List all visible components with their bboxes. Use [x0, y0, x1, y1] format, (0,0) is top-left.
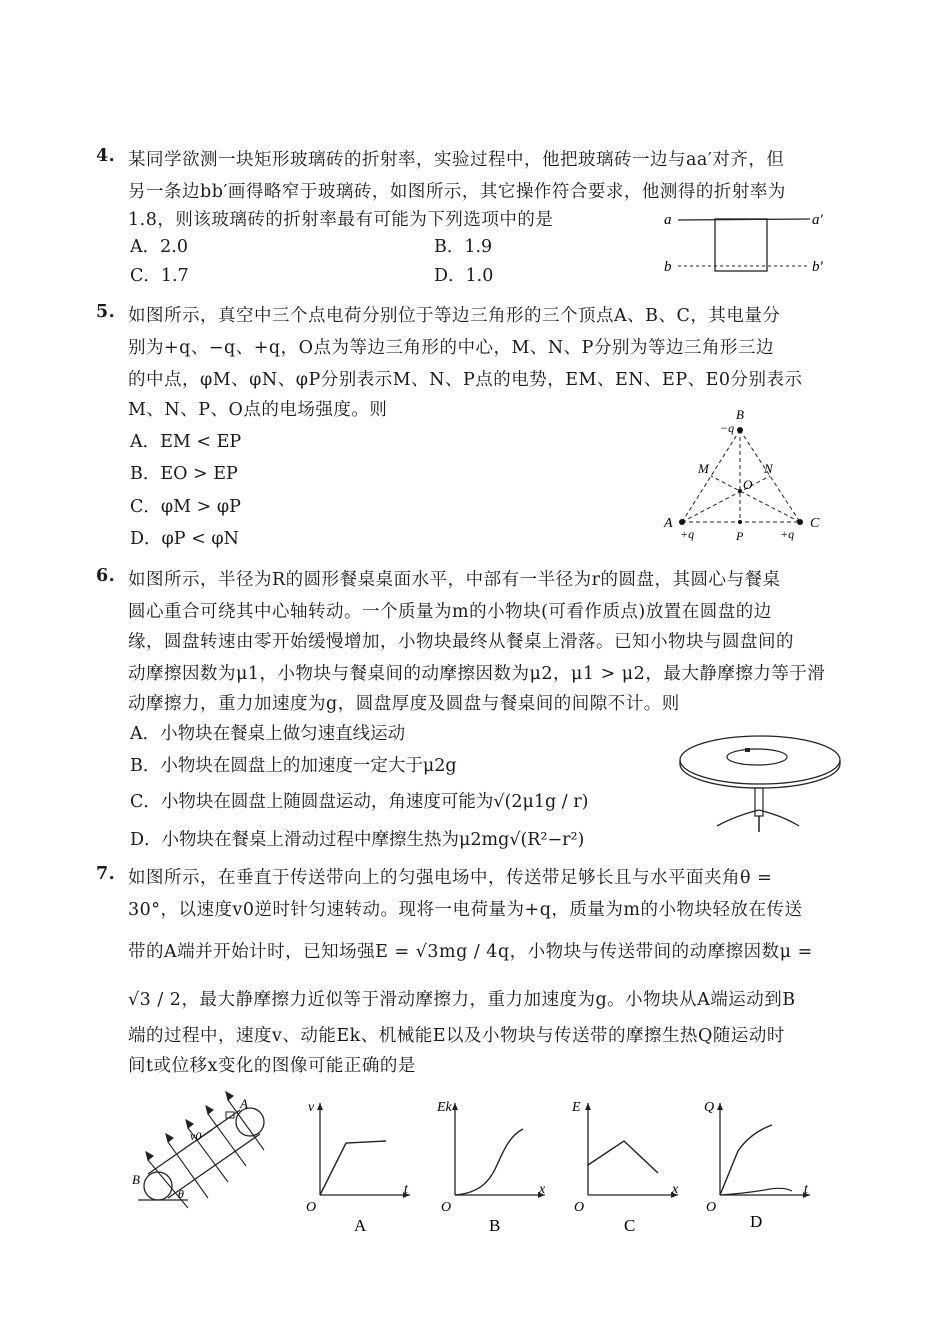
- q5-line-1: 如图所示，真空中三个点电荷分别位于等边三角形的三个顶点A、B、C，其电量分: [128, 306, 781, 326]
- q6-option-a[interactable]: A．小物块在餐桌上做匀速直线运动: [130, 724, 406, 744]
- graph-d-ylabel: Q: [704, 1100, 715, 1115]
- q6-line-4: 动摩擦因数为μ1，小物块与餐桌间的动摩擦因数为μ2，μ1 > μ2，最大静摩擦力等于滑: [128, 664, 826, 684]
- label-plus-q-left: +q: [680, 527, 695, 541]
- q7-number: 7.: [96, 864, 116, 884]
- graph-a: [300, 1095, 420, 1235]
- q5-line-3: 的中点，φM、φN、φP分别表示M、N、P点的电势，EM、EN、EP、E0分别表示: [128, 370, 803, 390]
- graph-b-origin: O: [441, 1200, 452, 1215]
- label-N: N: [764, 461, 773, 476]
- label-P: P: [736, 529, 744, 543]
- label-minus-q: −q: [720, 421, 735, 435]
- q4-option-a[interactable]: A．2.0: [130, 237, 188, 257]
- q6-option-b[interactable]: B．小物块在圆盘上的加速度一定大于μ2g: [130, 756, 457, 776]
- label-b: b: [664, 259, 672, 275]
- graph-b-xlabel: x: [539, 1182, 546, 1197]
- graph-d-xlabel: t: [804, 1182, 808, 1197]
- q6-line-3: 缘，圆盘转速由零开始缓慢增加，小物块最终从餐桌上滑落。已知小物块与圆盘间的: [128, 632, 794, 652]
- q5-line-4: M、N、P、O点的电场强度。则: [128, 400, 388, 420]
- graph-c-label[interactable]: C: [624, 1216, 636, 1235]
- label-plus-q-right: +q: [780, 527, 795, 541]
- belt-label-theta: θ: [178, 1187, 184, 1201]
- conveyor-belt-figure: [128, 1090, 288, 1220]
- q6-option-c[interactable]: C．小物块在圆盘上随圆盘运动，角速度可能为√(2μ1g / r): [130, 792, 589, 812]
- label-a: a: [664, 212, 672, 228]
- q5-option-a[interactable]: A．EM < EP: [130, 432, 242, 452]
- q6-number: 6.: [96, 566, 116, 586]
- q7-line-1: 如图所示，在垂直于传送带向上的匀强电场中，传送带足够长且与水平面夹角θ =: [128, 868, 773, 888]
- q4-line-2: 另一条边bb′画得略窄于玻璃砖，如图所示，其它操作符合要求，他测得的折射率为: [128, 182, 786, 202]
- q5-line-2: 别为+q、−q、+q，O点为等边三角形的中心，M、N、P分别为等边三角形三边: [128, 338, 774, 358]
- label-B: B: [736, 407, 744, 422]
- q4-option-d[interactable]: D．1.0: [434, 266, 494, 286]
- graph-b-ylabel: Ek: [437, 1100, 452, 1115]
- label-C: C: [810, 516, 820, 531]
- q6-option-d[interactable]: D．小物块在餐桌上滑动过程中摩擦生热为μ2mg√(R²−r²): [130, 830, 585, 850]
- q7-line-6: 间t或位移x变化的图像可能正确的是: [128, 1056, 416, 1076]
- graph-c-origin: O: [574, 1200, 585, 1215]
- q4-option-b[interactable]: B．1.9: [434, 237, 493, 257]
- q4-option-c[interactable]: C．1.7: [130, 266, 189, 286]
- q5-option-b[interactable]: B．EO > EP: [130, 464, 238, 484]
- graph-d: [700, 1095, 820, 1235]
- q5-option-c[interactable]: C．φM > φP: [130, 497, 241, 517]
- belt-label-v0: v0: [190, 1129, 202, 1143]
- belt-label-B: B: [132, 1172, 140, 1187]
- graph-a-origin: O: [306, 1200, 317, 1215]
- graph-b-label[interactable]: B: [489, 1216, 501, 1235]
- graph-c-ylabel: E: [572, 1100, 581, 1115]
- glass-brick-figure: [660, 205, 840, 280]
- label-M: M: [698, 461, 709, 476]
- q6-line-1: 如图所示，半径为R的圆形餐桌桌面水平，中部有一半径为r的圆盘，其圆心与餐桌: [128, 570, 781, 590]
- label-b-prime: b′: [812, 259, 823, 275]
- label-a-prime: a′: [812, 212, 823, 228]
- graph-d-label[interactable]: D: [750, 1212, 763, 1231]
- graph-c-xlabel: x: [672, 1182, 679, 1197]
- dining-table-figure: [675, 730, 845, 835]
- triangle-charges-figure: [660, 405, 830, 545]
- q7-line-4: √3 / 2，最大静摩擦力近似等于滑动摩擦力，重力加速度为g。小物块从A端运动到B: [128, 990, 796, 1010]
- graph-b: [435, 1095, 555, 1235]
- graph-a-ylabel: v: [308, 1100, 315, 1115]
- q5-option-d[interactable]: D．φP < φN: [130, 529, 239, 549]
- label-O: O: [743, 477, 753, 492]
- graph-c: [568, 1095, 688, 1235]
- q7-line-2: 30°，以速度v0逆时针匀速转动。现将一电荷量为+q，质量为m的小物块轻放在传送: [128, 900, 803, 920]
- q5-number: 5.: [96, 302, 116, 322]
- q4-line-3: 1.8，则该玻璃砖的折射率最有可能为下列选项中的是: [128, 210, 554, 230]
- belt-label-A: A: [240, 1096, 248, 1111]
- label-A: A: [664, 516, 673, 531]
- graph-d-origin: O: [706, 1200, 717, 1215]
- q7-line-5: 端的过程中，速度v、动能Ek、机械能E以及小物块与传送带的摩擦生热Q随运动时: [128, 1026, 785, 1046]
- q7-line-3: 带的A端并开始计时，已知场强E = √3mg / 4q，小物块与传送带间的动摩擦因数μ =: [128, 942, 813, 962]
- graph-a-xlabel: t: [404, 1182, 408, 1197]
- q6-line-2: 圆心重合可绕其中心轴转动。一个质量为m的小物块(可看作质点)放置在圆盘的边: [128, 602, 772, 622]
- graph-a-label[interactable]: A: [354, 1216, 367, 1235]
- q6-line-5: 动摩擦力，重力加速度为g，圆盘厚度及圆盘与餐桌间的间隙不计。则: [128, 694, 680, 714]
- q4-line-1: 某同学欲测一块矩形玻璃砖的折射率，实验过程中，他把玻璃砖一边与aa′对齐，但: [128, 150, 785, 170]
- q4-number: 4.: [96, 146, 116, 166]
